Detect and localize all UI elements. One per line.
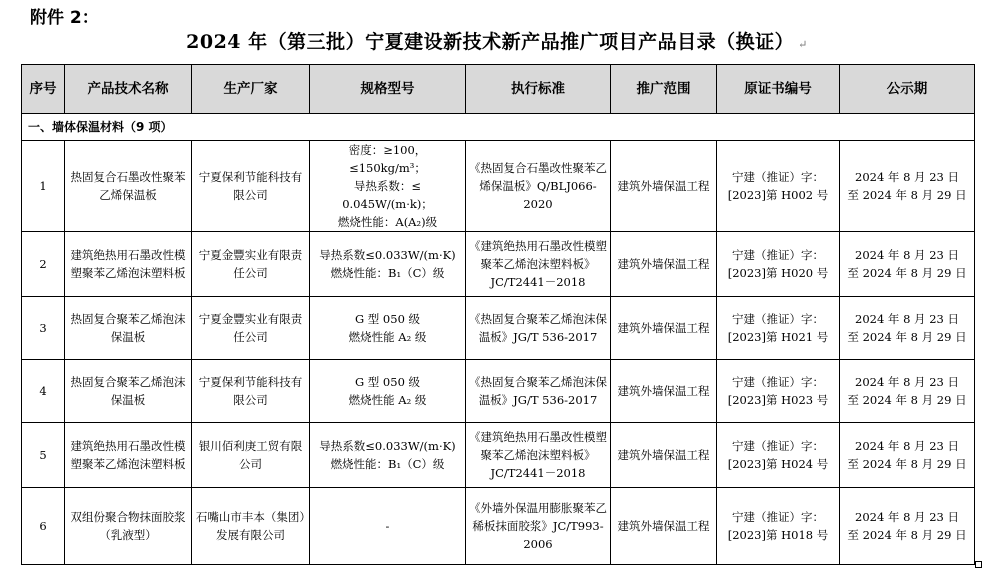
cell-spec-line: 密度：≥100，≤150kg/m³； <box>348 143 427 175</box>
cell-cert-line: [2023]第 H023 号 <box>727 393 829 407</box>
cell-scope: 建筑外墙保温工程 <box>611 423 717 488</box>
cell-no: 4 <box>22 360 65 423</box>
cell-cert-line: 宁建（推证）字： <box>732 439 824 453</box>
table-row <box>22 141 975 232</box>
cell-period-line: 2024 年 8 月 23 日 <box>855 170 959 184</box>
cell-cert-line: [2023]第 H021 号 <box>727 330 829 344</box>
cell-cert-line: 宁建（推证）字： <box>732 312 824 326</box>
cell-cert <box>717 423 840 488</box>
cell-cert-line: [2023]第 H018 号 <box>727 528 829 542</box>
cell-period <box>840 141 975 232</box>
cell-product-name: 建筑绝热用石墨改性模塑聚苯乙烯泡沫塑料板 <box>65 423 192 488</box>
cell-maker: 宁夏保利节能科技有限公司 <box>192 360 310 423</box>
col-header-standard: 执行标准 <box>466 65 611 114</box>
cell-spec-line: 导热系数：≤ <box>353 179 422 193</box>
cell-product-name: 热固复合石墨改性聚苯乙烯保温板 <box>65 141 192 232</box>
cell-spec-line: G 型 050 级 <box>354 312 421 326</box>
cell-spec-line: - <box>385 519 390 533</box>
cell-spec <box>310 141 466 232</box>
cell-scope: 建筑外墙保温工程 <box>611 297 717 360</box>
product-table <box>21 64 975 565</box>
section-title: 一、墙体保温材料（9 项） <box>22 114 975 141</box>
cell-standard: 《热固复合聚苯乙烯泡沫保温板》JG/T 536-2017 <box>466 297 611 360</box>
cell-cert-line: [2023]第 H002 号 <box>727 188 829 202</box>
cell-maker: 宁夏保利节能科技有限公司 <box>192 141 310 232</box>
cell-period <box>840 423 975 488</box>
cell-maker: 宁夏金豐实业有限责任公司 <box>192 297 310 360</box>
cell-spec-line: 燃烧性能：A(A₂)级 <box>337 215 438 229</box>
cell-no: 2 <box>22 232 65 297</box>
col-header-scope: 推广范围 <box>611 65 717 114</box>
col-header-cert: 原证书编号 <box>717 65 840 114</box>
paragraph-mark-icon: ↵ <box>794 38 808 51</box>
cell-period <box>840 297 975 360</box>
cell-no: 5 <box>22 423 65 488</box>
table-row <box>22 488 975 565</box>
cell-spec-line: 燃烧性能 A₂ 级 <box>348 330 427 344</box>
cell-standard: 《外墙外保温用膨胀聚苯乙稀板抹面胶浆》JC/T993-2006 <box>466 488 611 565</box>
cell-cert <box>717 360 840 423</box>
table-header-row <box>22 65 975 114</box>
table-row <box>22 232 975 297</box>
table-row <box>22 423 975 488</box>
cell-cert <box>717 488 840 565</box>
cell-standard: 《建筑绝热用石墨改性模塑聚苯乙烯泡沫塑料板》JC/T2441－2018 <box>466 232 611 297</box>
cell-scope: 建筑外墙保温工程 <box>611 360 717 423</box>
cell-scope: 建筑外墙保温工程 <box>611 488 717 565</box>
cell-spec <box>310 488 466 565</box>
cell-spec-line: 燃烧性能：B₁（C）级 <box>330 266 445 280</box>
cell-product-name: 建筑绝热用石墨改性模塑聚苯乙烯泡沫塑料板 <box>65 232 192 297</box>
cell-product-name: 双组份聚合物抹面胶浆（乳液型） <box>65 488 192 565</box>
cell-period-line: 至 2024 年 8 月 29 日 <box>847 528 967 542</box>
cell-spec <box>310 360 466 423</box>
cell-cert <box>717 232 840 297</box>
table-row <box>22 360 975 423</box>
cell-period-line: 至 2024 年 8 月 29 日 <box>847 188 967 202</box>
cell-period <box>840 232 975 297</box>
section-row <box>22 114 975 141</box>
cell-maker: 宁夏金豐实业有限责任公司 <box>192 232 310 297</box>
cell-spec-line: 导热系数≤0.033W/(m·K) <box>319 439 456 453</box>
cell-cert-line: 宁建（推证）字： <box>732 510 824 524</box>
cell-standard: 《热固复合聚苯乙烯泡沫保温板》JG/T 536-2017 <box>466 360 611 423</box>
cell-period-line: 至 2024 年 8 月 29 日 <box>847 266 967 280</box>
cell-no: 6 <box>22 488 65 565</box>
cell-cert-line: [2023]第 H020 号 <box>727 266 829 280</box>
cell-spec-line: G 型 050 级 <box>354 375 421 389</box>
cell-maker: 银川佰利庚工贸有限公司 <box>192 423 310 488</box>
cell-period <box>840 488 975 565</box>
cell-cert-line: [2023]第 H024 号 <box>727 457 829 471</box>
cell-spec <box>310 232 466 297</box>
cell-cert <box>717 297 840 360</box>
cell-cert-line: 宁建（推证）字： <box>732 248 824 262</box>
col-header-name: 产品技术名称 <box>65 65 192 114</box>
cell-maker: 石嘴山市丰本（集团）发展有限公司 <box>192 488 310 565</box>
cell-period-line: 2024 年 8 月 23 日 <box>855 510 959 524</box>
table-resize-handle[interactable] <box>975 561 982 568</box>
cell-cert-line: 宁建（推证）字： <box>732 170 824 184</box>
cell-spec <box>310 423 466 488</box>
page-title <box>0 27 994 54</box>
cell-standard: 《建筑绝热用石墨改性模塑聚苯乙烯泡沫塑料板》JC/T2441－2018 <box>466 423 611 488</box>
cell-period-line: 至 2024 年 8 月 29 日 <box>847 457 967 471</box>
cell-cert <box>717 141 840 232</box>
cell-period-line: 2024 年 8 月 23 日 <box>855 439 959 453</box>
cell-no: 1 <box>22 141 65 232</box>
col-header-period: 公示期 <box>840 65 975 114</box>
cell-period-line: 2024 年 8 月 23 日 <box>855 248 959 262</box>
cell-standard: 《热固复合石墨改性聚苯乙烯保温板》Q/BLJ066-2020 <box>466 141 611 232</box>
cell-spec-line: 燃烧性能：B₁（C）级 <box>330 457 445 471</box>
cell-no: 3 <box>22 297 65 360</box>
attachment-label: 附件 2： <box>30 8 99 28</box>
cell-period-line: 2024 年 8 月 23 日 <box>855 375 959 389</box>
cell-scope: 建筑外墙保温工程 <box>611 141 717 232</box>
cell-spec-line: 燃烧性能 A₂ 级 <box>348 393 427 407</box>
cell-scope: 建筑外墙保温工程 <box>611 232 717 297</box>
cell-cert-line: 宁建（推证）字： <box>732 375 824 389</box>
cell-product-name: 热固复合聚苯乙烯泡沫保温板 <box>65 360 192 423</box>
table-row <box>22 297 975 360</box>
cell-period-line: 至 2024 年 8 月 29 日 <box>847 330 967 344</box>
cell-spec <box>310 297 466 360</box>
col-header-spec: 规格型号 <box>310 65 466 114</box>
cell-period-line: 至 2024 年 8 月 29 日 <box>847 393 967 407</box>
col-header-maker: 生产厂家 <box>192 65 310 114</box>
col-header-no: 序号 <box>22 65 65 114</box>
cell-period <box>840 360 975 423</box>
cell-period-line: 2024 年 8 月 23 日 <box>855 312 959 326</box>
cell-spec-line: 导热系数≤0.033W/(m·K) <box>319 248 456 262</box>
cell-product-name: 热固复合聚苯乙烯泡沫保温板 <box>65 297 192 360</box>
title-text: 2024 年（第三批）宁夏建设新技术新产品推广项目产品目录（换证） <box>186 31 795 53</box>
cell-spec-line: 0.045W/(m·k)； <box>342 197 433 211</box>
